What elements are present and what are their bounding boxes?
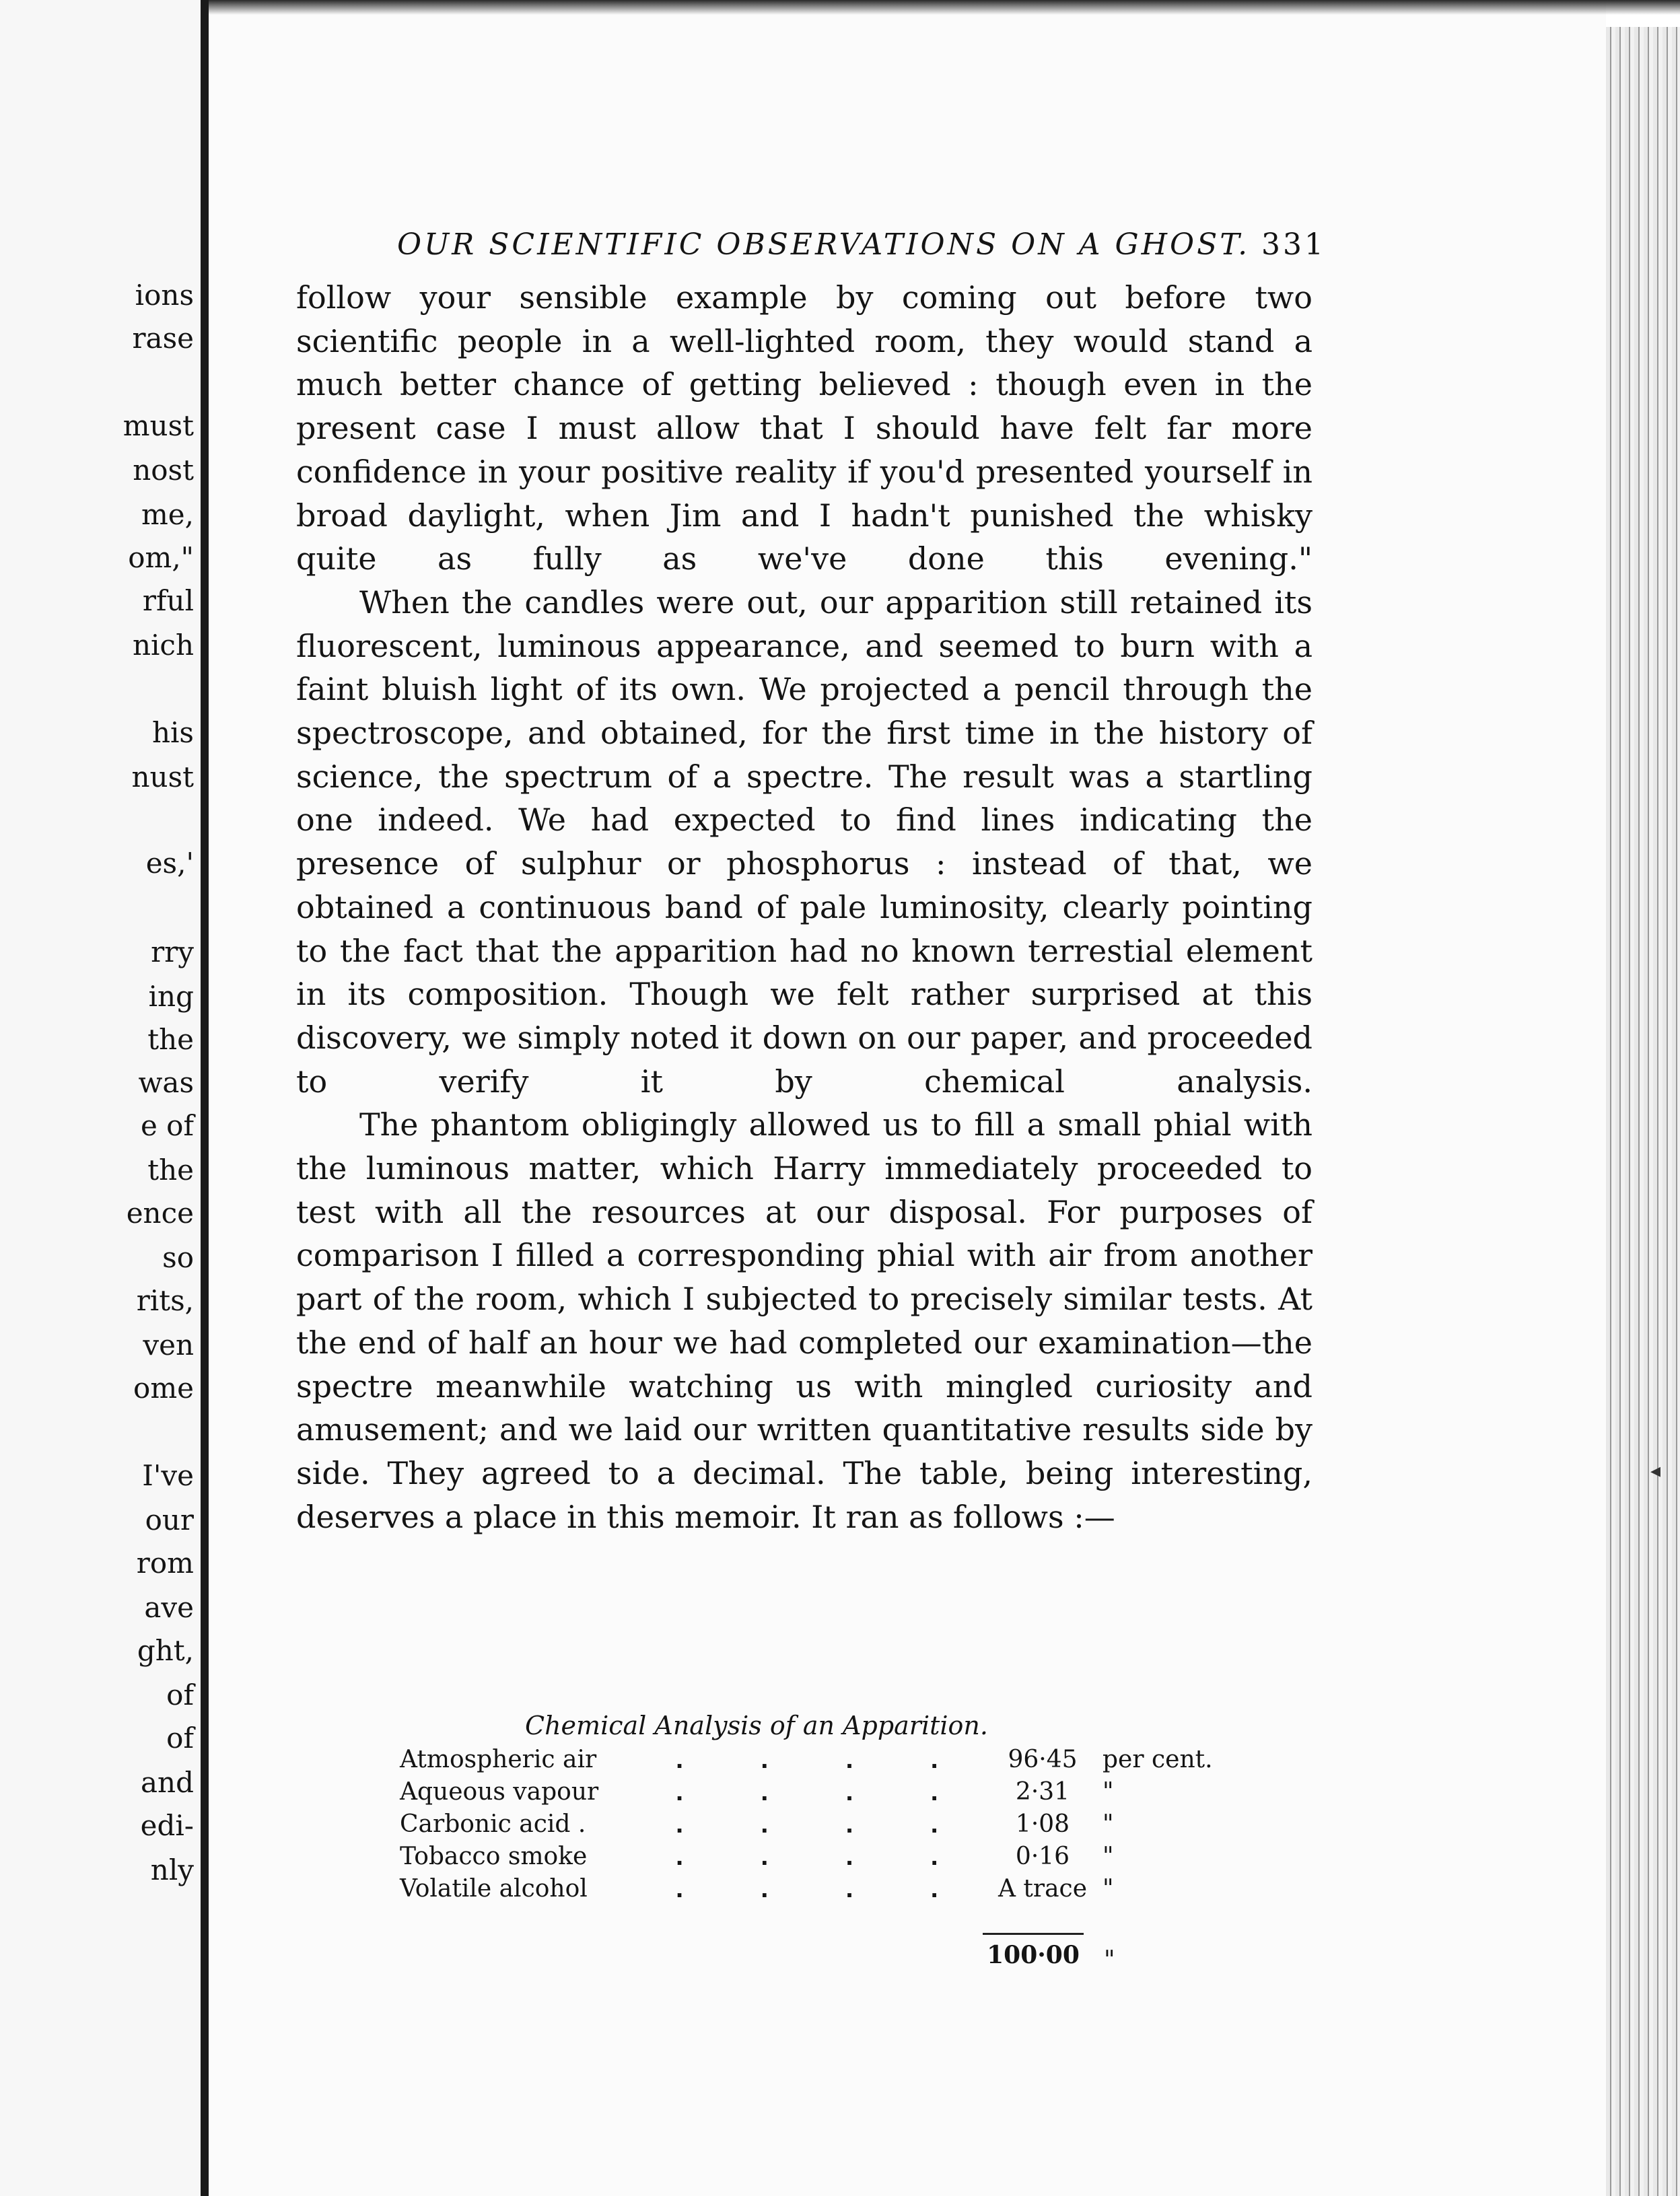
left-line: nost [133, 454, 194, 487]
table-total-unit: " [1104, 1946, 1115, 1974]
row-unit: " [1102, 1842, 1114, 1870]
left-line: of [166, 1678, 194, 1711]
row-label: Atmospheric air [400, 1745, 597, 1773]
left-line: om," [128, 541, 194, 574]
left-line: the [147, 1154, 194, 1186]
left-line: ome [133, 1372, 194, 1405]
left-line: rits, [136, 1284, 194, 1317]
paragraph-1: follow your sensible example by coming out before two scientific people in a well-lighted room, they would stand a much better chance of getting believed : though even in the present case I must allow that I should have felt far more confidence in your positive reality if you'd presented yourself in broad daylight, when Jim and I hadn't punished the whisky quite as fully as we've done this evening." [296, 279, 1312, 577]
row-label: Aqueous vapour [400, 1777, 599, 1806]
row-leader: . . . . [676, 1841, 973, 1871]
left-line: his [151, 716, 194, 749]
row-value: 1·08 [1015, 1810, 1070, 1838]
row-unit: per cent. [1102, 1745, 1213, 1773]
table-total: 100·00 [987, 1941, 1080, 1969]
left-line: our [145, 1503, 194, 1536]
left-line: nich [132, 629, 194, 662]
table-caption: Chemical Analysis of an Apparition. [525, 1711, 988, 1740]
row-value: 0·16 [1015, 1842, 1070, 1870]
left-line: rful [142, 584, 194, 617]
row-leader: . . . . [676, 1776, 973, 1806]
row-unit: " [1102, 1777, 1114, 1806]
row-unit: " [1102, 1810, 1114, 1838]
left-line: ven [143, 1329, 194, 1361]
running-head [397, 227, 1326, 262]
paragraph-2: When the candles were out, our apparition still retained its fluorescent, luminous appearance, and seemed to burn with a faint bluish light of its own. We projected a pencil through the spectroscope, and obtained, for the first time in the history of science, the spectrum of a spectre. The result was a startling one indeed. We had expected to find lines indicating the presence of sulphur or phosphorus : instead of that, we obtained a continuous band of pale luminosity, clearly pointing to the fact that the apparition had no known terrestial element in its composition. Though we felt rather surprised at this discovery, we simply noted it down on our paper, and proceeded to verify it by chemical analysis. [296, 583, 1312, 1100]
table-row [400, 1743, 1237, 1775]
row-label: Carbonic acid . [400, 1810, 586, 1838]
left-line: was [138, 1066, 194, 1099]
row-leader: . . . . [676, 1808, 973, 1839]
row-value: 2·31 [1015, 1777, 1070, 1806]
row-unit: " [1102, 1874, 1114, 1903]
table-row [400, 1775, 1237, 1808]
book-gutter [201, 0, 209, 2196]
left-page-fragment [0, 0, 201, 2196]
table-row [400, 1872, 1237, 1905]
sum-rule [983, 1933, 1084, 1935]
left-line: ght, [137, 1634, 194, 1667]
body-text [296, 276, 1312, 1538]
margin-mark: ◂ [1650, 1459, 1661, 1483]
row-label: Volatile alcohol [400, 1874, 588, 1903]
analysis-table [400, 1743, 1237, 1905]
page-number: 331 [1261, 227, 1326, 262]
left-line: nust [131, 760, 194, 793]
left-line: so [162, 1241, 194, 1274]
row-leader: . . . . [676, 1744, 973, 1774]
left-line: es,' [145, 847, 194, 880]
paragraph-3: The phantom obligingly allowed us to fill a small phial with the luminous matter, which Harry immediately proceeded to test with all the resources at our disposal. For purposes of comparison I filled a corresponding phial with air from another part of the room, which I subjected to precisely similar tests. At the end of half an hour we had completed our examination—the spectre meanwhile watching us with mingled curiosity and amusement; and we laid our written quantitative results side by side. They agreed to a decimal. The table, being interesting, deserves a place in this memoir. It ran as follows :— [296, 1106, 1312, 1535]
table-row [400, 1808, 1237, 1840]
table-row [400, 1840, 1237, 1872]
running-head-title: OUR SCIENTIFIC OBSERVATIONS ON A GHOST. [397, 227, 1251, 262]
scan-top-shadow [209, 0, 1680, 15]
left-line: e of [140, 1109, 194, 1142]
left-line: I've [142, 1459, 194, 1492]
row-value: A trace [998, 1874, 1088, 1903]
row-label: Tobacco smoke [400, 1842, 588, 1870]
left-line: nly [150, 1853, 194, 1886]
row-leader: . . . . [676, 1873, 973, 1903]
left-line: the [147, 1023, 194, 1056]
left-line: of [166, 1722, 194, 1755]
row-value: 96·45 [1008, 1745, 1078, 1773]
left-line: and [141, 1766, 194, 1799]
left-line: rry [151, 935, 194, 968]
left-line: must [123, 409, 194, 442]
left-line: rom [136, 1547, 194, 1580]
left-line: ave [144, 1591, 194, 1624]
left-line: rase [132, 322, 194, 355]
left-line: ions [135, 279, 194, 312]
left-line: edi- [140, 1809, 194, 1842]
left-line: ence [126, 1197, 194, 1230]
left-line: me, [141, 498, 194, 531]
left-line: ing [148, 980, 194, 1013]
page-edges [1606, 27, 1680, 2196]
